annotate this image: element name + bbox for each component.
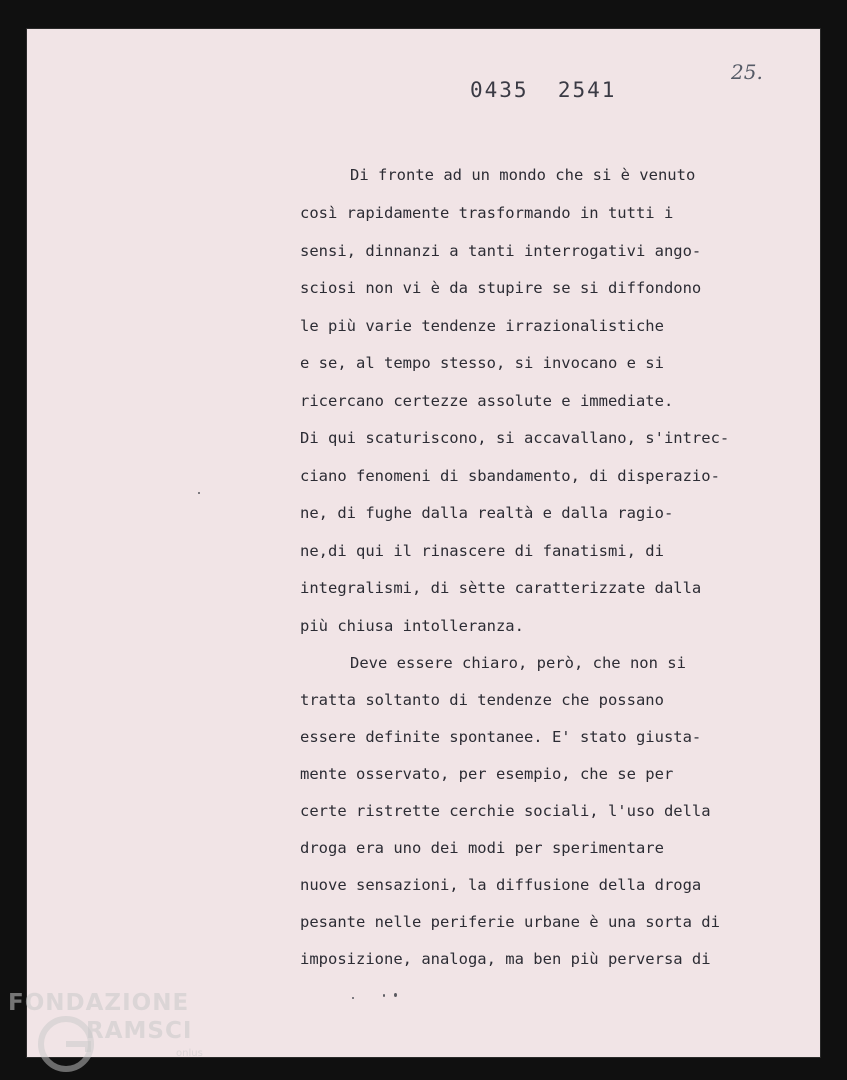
text-line: certe ristrette cerchie sociali, l'uso della	[300, 802, 711, 820]
text-line: Di qui scaturiscono, si accavallano, s'intrec-	[300, 429, 730, 447]
paper-speck	[394, 993, 397, 997]
text-line: mente osservato, per esempio, che se per	[300, 765, 674, 783]
text-line: ne, di fughe dalla realtà e dalla ragio-	[300, 504, 674, 522]
document-number: 0435 2541	[470, 78, 617, 102]
text-line: più chiusa intolleranza.	[300, 617, 524, 635]
text-line: così rapidamente trasformando in tutti i	[300, 204, 674, 222]
watermark-sub: onlus	[176, 1048, 203, 1059]
text-line: ricercano certezze assolute e immediate.	[300, 392, 674, 410]
paper-speck	[198, 492, 200, 494]
text-line: pesante nelle periferie urbane è una sorta di	[300, 913, 720, 931]
text-line: imposizione, analoga, ma ben più perversa di	[300, 950, 711, 968]
paper-speck	[383, 994, 385, 997]
text-line: integralismi, di sètte caratterizzate dalla	[300, 579, 702, 597]
text-line: nuove sensazioni, la diffusione della droga	[300, 876, 702, 894]
watermark-line2: RAMSCI	[86, 1018, 193, 1044]
text-line: Di fronte ad un mondo che si è venuto	[350, 166, 696, 184]
text-line: Deve essere chiaro, però, che non si	[350, 654, 686, 672]
text-line: droga era uno dei modi per sperimentare	[300, 839, 664, 857]
text-line: sciosi non vi è da stupire se si diffondono	[300, 279, 702, 297]
text-line: essere definite spontanee. E' stato giusta-	[300, 728, 702, 746]
text-line: tratta soltanto di tendenze che possano	[300, 691, 664, 709]
fondazione-gramsci-watermark	[4, 990, 219, 1075]
text-line: ciano fenomeni di sbandamento, di disperazio-	[300, 467, 720, 485]
watermark-line1: FONDAZIONE	[8, 990, 190, 1016]
text-line: ne,di qui il rinascere di fanatismi, di	[300, 542, 664, 560]
text-line: le più varie tendenze irrazionalistiche	[300, 317, 664, 335]
text-line: e se, al tempo stesso, si invocano e si	[300, 354, 664, 372]
paper-speck	[352, 997, 354, 999]
handwritten-page-number: 25.	[731, 60, 763, 84]
text-line: sensi, dinnanzi a tanti interrogativi ango-	[300, 242, 702, 260]
